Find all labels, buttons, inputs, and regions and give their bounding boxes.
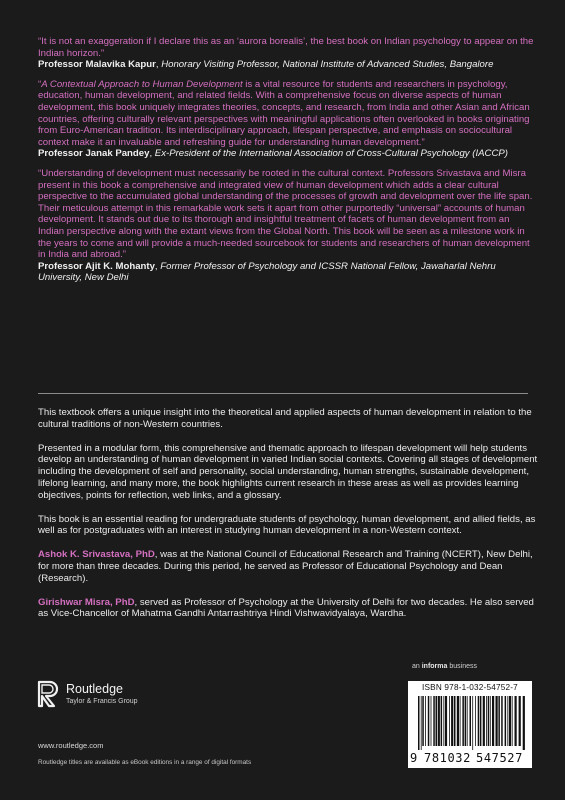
barcode-bar <box>483 696 485 746</box>
endorser-role: Ex-President of the International Association of Cross-Cultural Psychology (IACCP) <box>154 148 508 160</box>
informa-tagline <box>412 663 477 670</box>
quote-attribution: Professor Malavika Kapur, Honorary Visiting Professor, National Institute of Advanced Studies, Bangalore <box>38 59 494 71</box>
endorser-role: Former Professor of Psychology and ICSSR National Fellow, Jawaharlal Nehru University, New Delhi <box>38 260 496 284</box>
quote-text: “It is not an exaggeration if I declare this as an ‘aurora borealis’, the best book on Indian psychology to appear on the Indian horizon.” <box>38 36 534 59</box>
barcode-bar <box>451 696 453 746</box>
endorser-name: Professor Malavika Kapur <box>38 59 156 71</box>
barcode-bar <box>418 696 420 750</box>
author-bio: , served as Professor of Psychology at the University of Delhi for two decades. He also served as Vice-Chancellor of Mahatma Gandhi Antarrashtriya Hindi Vishwavidyalaya, Wardha. <box>38 596 534 620</box>
publisher-group: Taylor & Francis Group <box>66 698 138 705</box>
quote-attribution: Professor Ajit K. Mohanty, Former Professor of Psychology and ICSSR National Fellow, Jawaharlal Nehru University, New Delhi <box>38 260 496 284</box>
barcode-bar <box>441 696 443 746</box>
open-quote: “ <box>38 78 42 90</box>
barcode-bar <box>512 696 513 746</box>
description-paragraph: Presented in a modular form, this comprehensive and thematic approach to lifespan development will help students develop an understanding of human development in varied Indian social contexts. Covering all stages of development including the development of self and personality, social understanding, human strengths, sustainable development, lifelong learning, and many more, the book highlights current research in these areas as well as provides learning objectives, points for reflection, web links, and a glossary. <box>38 442 538 501</box>
routledge-logo <box>36 679 216 719</box>
book-description <box>38 407 538 632</box>
endorser-name: Professor Ajit K. Mohanty <box>38 260 155 272</box>
barcode-bar <box>523 696 525 750</box>
barcode-bar <box>425 696 426 746</box>
barcode-bar <box>490 696 491 746</box>
barcode-bar <box>486 696 487 746</box>
author-bio: , was at the National Council of Educational Research and Training (NCERT), New Delhi, for more than three decades. During this period, he served as Professor of Educational Psychology and Dean (Research). <box>38 549 533 584</box>
description-paragraph: This book is an essential reading for undergraduate students of psychology, human development, and allied fields, as well as for postgraduates with an interest in studying human development in a non-Western context. <box>38 513 536 537</box>
author-bio-srivastava <box>38 549 538 584</box>
barcode-bar <box>428 696 430 746</box>
barcode-bar <box>507 696 508 746</box>
barcode-bar <box>431 696 432 746</box>
barcode-bar <box>480 696 482 746</box>
endorsement-kapur <box>38 36 538 71</box>
author-name: Girishwar Misra, PhD <box>38 596 135 608</box>
quote-attribution: Professor Janak Pandey, Ex-President of the International Association of Cross-Cultural Psychology (IACCP) <box>38 148 508 160</box>
barcode-right-digits: 547527 <box>476 751 523 765</box>
quote-body: is a vital resource for students and researchers in psychology, education, human development, and related fields. With a comprehensive focus on diverse aspects of human development, this book uniquely integrates theories, concepts, and research, from India and other Asian and African countries, offering culturally relevant perspectives with meaningful applications often overlooked in books originating from Euro-American tradition. Its interdisciplinary approach, lifespan perspective, and emphasis on sociocultural context make it an invaluable and refreshing guide for understanding human development.” <box>38 78 530 148</box>
barcode-bar <box>433 696 435 746</box>
barcode-bar <box>475 696 476 746</box>
quote-text: “Understanding of development must necessarily be rooted in the cultural context. Professors Srivastava and Misra present in this book a comprehensive and integrated view of human development which adds a clear cultural perspective to the accumulated global understanding of the processes of growth and development over the life span. Their meticulous attempt in this remarkable work sets it apart from other purportedly “universal” accounts of human development. It stands out due to its thorough and insightful treatment of facets of human development from an Indian perspective along with the extant views from the Global North. This book will be seen as a milestone work in the years to come and will provide a much-needed sourcebook for students and researchers of human development in India and abroad.” <box>38 167 533 261</box>
informa-suffix: business <box>447 663 477 670</box>
section-divider <box>38 393 528 394</box>
quote-text <box>38 79 538 149</box>
book-title: A Contextual Approach to Human Development <box>41 78 243 90</box>
barcode-bar <box>457 696 459 746</box>
barcode-bar <box>436 696 438 746</box>
isbn-text: ISBN 978-1-032-54752-7 <box>422 683 518 692</box>
barcode-left-digits: 781032 <box>424 751 471 765</box>
author-name: Ashok K. Srivastava, PhD <box>38 549 155 561</box>
barcode-bar <box>467 696 468 746</box>
author-bio-misra <box>38 597 538 621</box>
endorser-name: Professor Janak Pandey <box>38 148 150 160</box>
endorsement-pandey <box>38 79 538 160</box>
barcode-bar <box>465 696 467 746</box>
barcode-bar <box>498 696 500 746</box>
barcode-bar <box>472 696 473 750</box>
informa-brand: informa <box>421 663 448 670</box>
barcode-bar <box>509 696 511 746</box>
routledge-logo-icon <box>36 679 60 709</box>
barcode-bar <box>443 696 444 746</box>
barcode-bar <box>492 696 494 746</box>
barcode <box>408 681 532 768</box>
publisher-website[interactable]: www.routledge.com <box>38 741 104 750</box>
barcode-bars <box>418 696 528 750</box>
barcode-bar <box>470 696 472 746</box>
publisher-name: Routledge <box>66 682 123 696</box>
barcode-lead-digit: 9 <box>410 751 418 765</box>
barcode-bar <box>488 696 490 746</box>
barcode-bar <box>519 696 521 746</box>
barcode-bar <box>438 696 440 746</box>
endorsements <box>38 36 538 292</box>
endorser-role: Honorary Visiting Professor, National Institute of Advanced Studies, Bangalore <box>161 59 494 71</box>
barcode-bar <box>515 696 517 746</box>
barcode-bar <box>462 696 464 746</box>
barcode-bar <box>478 696 480 746</box>
barcode-bar <box>505 696 507 746</box>
description-paragraph: This textbook offers a unique insight into the theoretical and applied aspects of human development in relation to the cultural traditions of non-Western countries. <box>38 407 532 430</box>
barcode-bar <box>454 696 456 746</box>
ebook-note: Routledge titles are available as eBook editions in a range of digital formats <box>38 759 252 766</box>
informa-prefix: an <box>412 663 422 670</box>
barcode-bar <box>501 696 503 746</box>
barcode-bar <box>421 696 422 750</box>
barcode-bar <box>449 696 450 746</box>
barcode-bar <box>496 696 498 746</box>
barcode-bar <box>460 696 461 746</box>
barcode-bar <box>422 696 424 746</box>
endorsement-mohanty <box>38 168 538 284</box>
barcode-bar <box>445 696 447 746</box>
